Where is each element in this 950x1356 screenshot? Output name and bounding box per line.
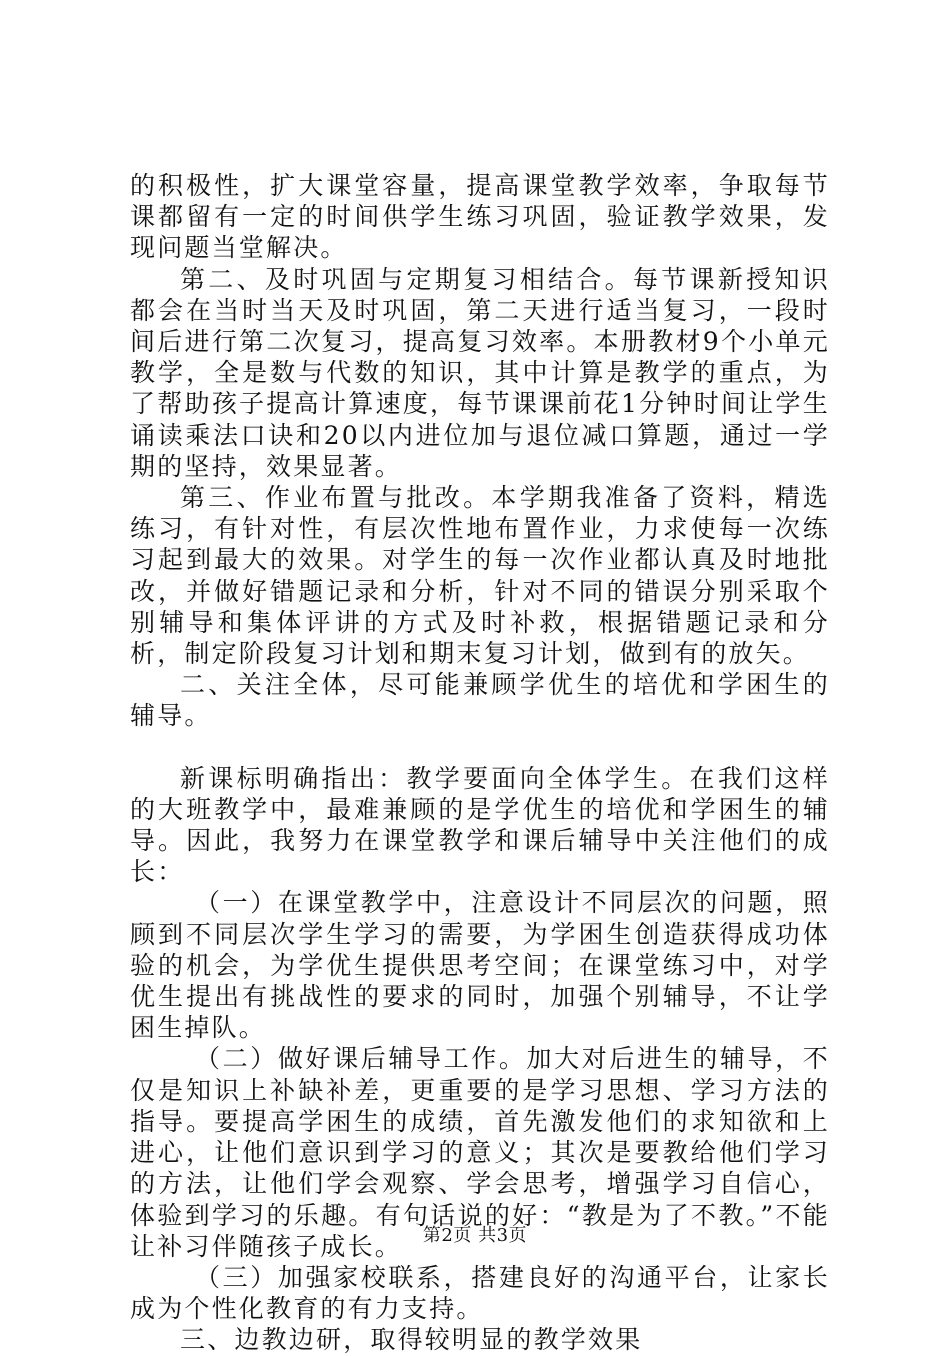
paragraph-sub-one: （一）在课堂教学中，注意设计不同层次的问题，照顾到不同层次学生学习的需要，为学困生创造获得成功体验的机会，为学优生提供思考空间；在课堂练习中，对学优生提出有挑战性的要求的同时，加强个别辅导，不让学困生掉队。 — [130, 888, 830, 1043]
section-heading-three: 三、边教边研，取得较明显的教学效果 — [180, 1325, 643, 1355]
paragraph-sub-two: （二）做好课后辅导工作。加大对后进生的辅导，不仅是知识上补缺补差，更重要的是学习思想、学习方法的指导。要提高学困生的成绩，首先激发他们的求知欲和上进心，让他们意识到学习的意义；其次是要教给他们学习的方法，让他们学会观察、学会思考，增强学习自信心，体验到学习的乐趣。有句话说的好：“教是为了不教。”不能让补习伴随孩子成长。 — [130, 1044, 830, 1261]
page-footer: 第2页 共3页 — [422, 1225, 528, 1246]
paragraph-sub-three: （三）加强家校联系，搭建良好的沟通平台，让家长成为个性化教育的有力支持。 — [130, 1262, 830, 1324]
paragraph-continuation: 的积极性，扩大课堂容量，提高课堂教学效率，争取每节课都留有一定的时间供学生练习巩固，验证教学效果，发现问题当堂解决。 — [130, 171, 830, 263]
section-heading-two: 二、关注全体，尽可能兼顾学优生的培优和学困生的辅导。 — [130, 670, 830, 731]
paragraph-point-two: 第二、及时巩固与定期复习相结合。每节课新授知识都会在当时当天及时巩固，第二天进行适当复习，一段时间后进行第二次复习，提高复习效率。本册教材9个小单元教学，全是数与代数的知识，其中计算是教学的重点，为了帮助孩子提高计算速度，每节课课前花1分钟时间让学生诵读乘法口诀和20以内进位加与退位减口算题，通过一学期的坚持，效果显著。 — [130, 264, 830, 481]
paragraph-point-three: 第三、作业布置与批改。本学期我准备了资料，精选练习，有针对性，有层次性地布置作业，力求使每一次练习起到最大的效果。对学生的每一次作业都认真及时地批改，并做好错题记录和分析，针对不同的错误分别采取个别辅导和集体评讲的方式及时补救，根据错题记录和分析，制定阶段复习计划和期末复习计划，做到有的放矢。 — [130, 483, 830, 669]
paragraph-curriculum-standard: 新课标明确指出：教学要面向全体学生。在我们这样的大班教学中，最难兼顾的是学优生的培优和学困生的辅导。因此，我努力在课堂教学和课后辅导中关注他们的成长： — [130, 763, 830, 887]
document-body — [130, 170, 830, 1356]
